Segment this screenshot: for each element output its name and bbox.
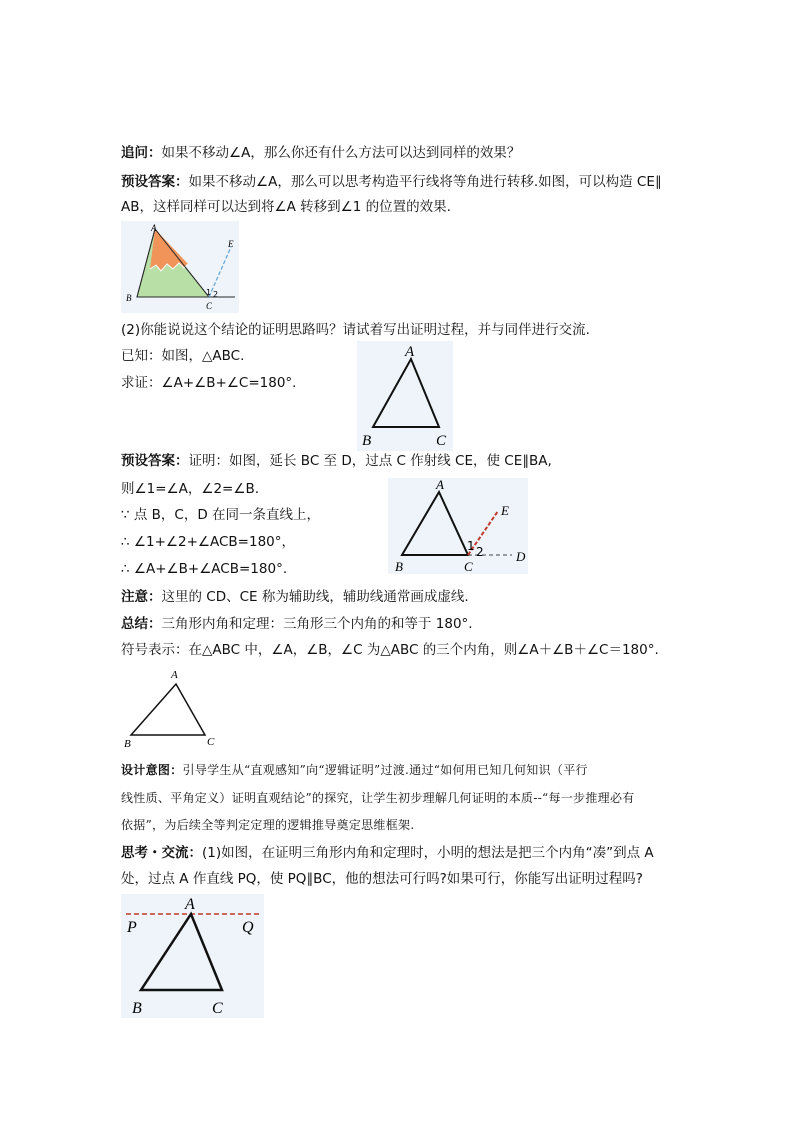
note-line <box>121 587 469 607</box>
triangle-abc <box>131 684 205 735</box>
summary-label: 总结： <box>121 616 162 632</box>
figure-2-svg <box>357 341 453 451</box>
label-p: P <box>127 919 137 936</box>
answer1-text1: 如果不移动∠A，那么可以思考构造平行线将等角进行转移.如图，可以构造 CE∥ <box>188 174 662 190</box>
figure-1-svg <box>121 221 239 313</box>
followup-text: 如果不移动∠A，那么你还有什么方法可以达到同样的效果？ <box>161 145 521 161</box>
figure-3 <box>388 478 528 574</box>
label-b: B <box>395 559 403 574</box>
label-angle-1: 1 <box>467 539 475 553</box>
prove-line: 求证：∠A+∠B+∠C=180°. <box>121 375 297 391</box>
label-a: A <box>405 344 415 360</box>
note-label: 注意： <box>121 589 162 605</box>
figure-5 <box>121 894 264 1018</box>
figure-2 <box>357 341 453 451</box>
label-a: A <box>185 896 195 913</box>
label-c: C <box>436 433 447 449</box>
label-e: E <box>501 503 509 518</box>
answer2-line2: 则∠1=∠A，∠2=∠B. <box>121 481 259 497</box>
label-c: C <box>207 736 215 748</box>
symbol-line: 符号表示：在△ABC 中，∠A，∠B，∠C 为△ABC 的三个内角，则∠A＋∠B＋∠C＝180°. <box>121 642 659 658</box>
known-line: 已知：如图，△ABC. <box>121 348 245 364</box>
answer2-line5: ∴ ∠A+∠B+∠ACB=180°. <box>121 561 288 577</box>
label-c: C <box>212 1000 223 1017</box>
design-label: 设计意图： <box>121 763 183 777</box>
followup-line <box>121 143 520 163</box>
think-label: 思考・交流： <box>121 845 202 861</box>
answer2-label: 预设答案： <box>121 453 189 469</box>
label-angle-1: 1 <box>206 288 212 297</box>
answer2-line3: ∵ 点 B，C，D 在同一条直线上， <box>121 507 321 523</box>
label-angle-2: 2 <box>476 545 484 559</box>
figure-4-svg <box>121 667 221 751</box>
design-line1 <box>121 760 588 780</box>
figure-1 <box>121 221 239 313</box>
figure-3-background <box>388 478 528 574</box>
answer2-text1: 证明：如图，延长 BC 至 D，过点 C 作射线 CE，使 CE∥BA, <box>188 453 552 469</box>
label-b: B <box>362 433 372 449</box>
think-line2: 处，过点 A 作直线 PQ，使 PQ∥BC，他的想法可行吗?如果可行，你能写出证明过程吗? <box>121 871 643 887</box>
label-e: E <box>228 239 234 249</box>
label-c: C <box>464 559 473 574</box>
followup-label: 追问： <box>121 145 162 161</box>
question-2: (2)你能说说这个结论的证明思路吗？请试着写出证明过程，并与同伴进行交流. <box>121 322 590 338</box>
answer1-line1 <box>121 172 662 192</box>
label-c: C <box>206 301 213 311</box>
label-angle-2: 2 <box>213 290 219 299</box>
answer1-line2: AB，这样同样可以达到将∠A 转移到∠1 的位置的效果. <box>121 199 451 215</box>
answer2-line1 <box>121 451 552 471</box>
summary-line <box>121 614 473 634</box>
label-d: D <box>516 549 526 564</box>
figure-4 <box>121 667 221 751</box>
summary-text: 三角形内角和定理：三角形三个内角的和等于 180°. <box>161 616 473 632</box>
design-line3: 依据”，为后续全等判定定理的逻辑推导奠定思维框架. <box>121 818 415 832</box>
think-text1: (1)如图，在证明三角形内角和定理时，小明的想法是把三个内角“凑”到点 A <box>202 845 654 861</box>
figure-5-svg <box>121 894 264 1018</box>
label-a: A <box>151 223 157 233</box>
figure-3-svg <box>388 478 528 574</box>
design-line2: 线性质、平角定义）证明直观结论”的探究，让学生初步理解几何证明的本质--“每一步推理必有 <box>121 791 635 805</box>
answer2-line4: ∴ ∠1+∠2+∠ACB=180°， <box>121 534 296 550</box>
label-b: B <box>126 293 132 303</box>
design-text1: 引导学生从“直观感知”向“逻辑证明”过渡.通过“如何用已知几何知识（平行 <box>182 763 588 777</box>
label-b: B <box>132 1000 142 1017</box>
note-text: 这里的 CD、CE 称为辅助线，辅助线通常画成虚线. <box>161 589 469 605</box>
think-line1 <box>121 843 654 863</box>
answer1-label: 预设答案： <box>121 174 189 190</box>
label-a: A <box>436 478 444 492</box>
label-q: Q <box>242 919 254 936</box>
label-a: A <box>171 669 178 681</box>
label-b: B <box>124 738 131 750</box>
